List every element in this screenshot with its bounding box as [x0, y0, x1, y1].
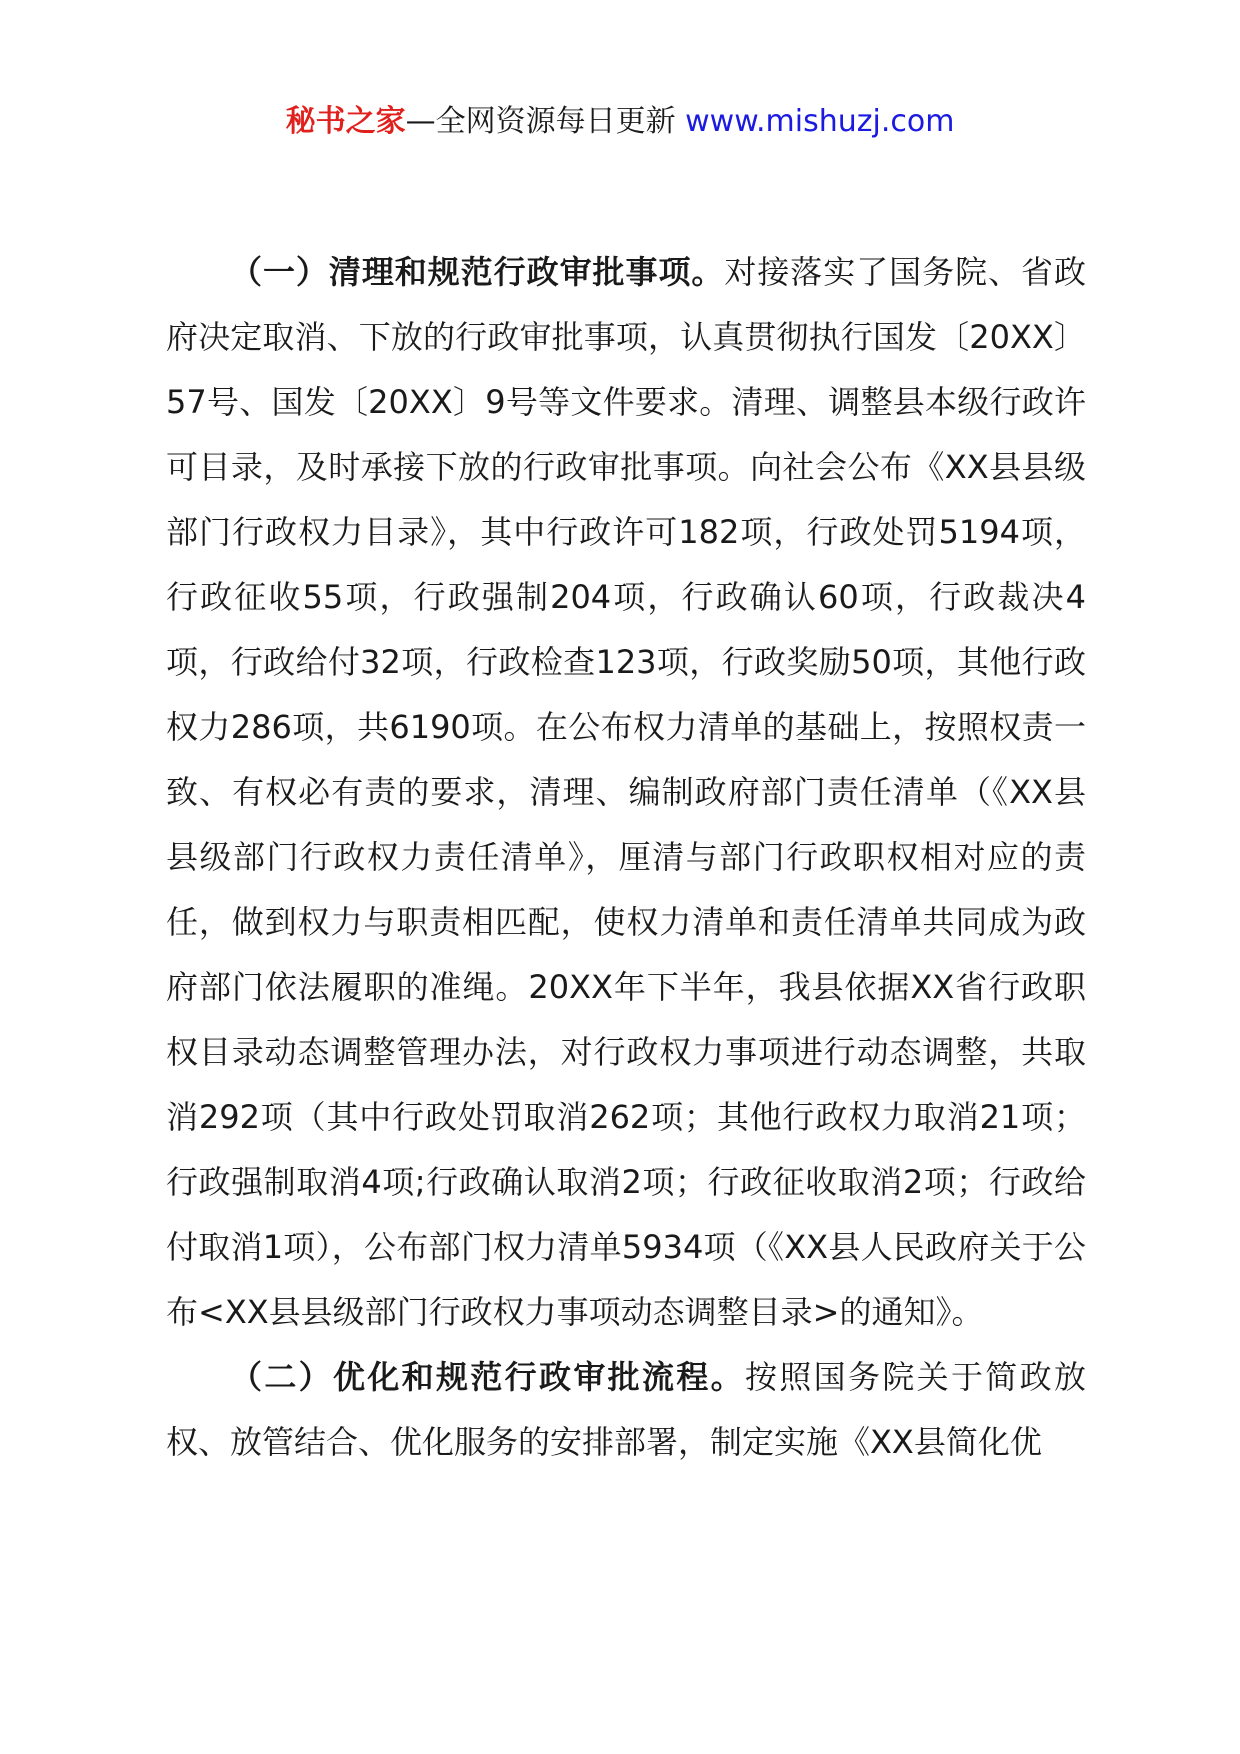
- document-body: [166, 240, 1086, 1475]
- paragraph-2-text: 按照国务院关于简政放权、放管结合、优化服务的安排部署，制定实施《XX县简化优: [166, 1358, 1086, 1461]
- paragraph-1-heading: （一）清理和规范行政审批事项。: [230, 253, 725, 291]
- site-url-link[interactable]: www.mishuzj.com: [685, 104, 955, 139]
- header-tagline: —全网资源每日更新: [405, 104, 676, 139]
- paragraph-2-heading: （二）优化和规范行政审批流程。: [230, 1358, 745, 1396]
- paragraph-1: [166, 240, 1086, 1345]
- paragraph-1-text: 对接落实了国务院、省政府决定取消、下放的行政审批事项，认真贯彻执行国发〔20XX〕57号、国发〔20XX〕9号等文件要求。清理、调整县本级行政许可目录，及时承接下放的行政审批事项。向社会公布《XX县县级部门行政权力目录》，其中行政许可182项，行政处罚5194项，行政征收55项，行政强制204项，行政确认60项，行政裁决4项，行政给付32项，行政检查123项，行政奖励50项，其他行政权力286项，共6190项。在公布权力清单的基础上，按照权责一致、有权必有责的要求，清理、编制政府部门责任清单（《XX县县级部门行政权力责任清单》，厘清与部门行政职权相对应的责任，做到权力与职责相匹配，使权力清单和责任清单共同成为政府部门依法履职的准绳。20XX年下半年，我县依据XX省行政职权目录动态调整管理办法，对行政权力事项进行动态调整，共取消292项（其中行政处罚取消262项；其他行政权力取消21项；行政强制取消4项;行政确认取消2项；行政征收取消2项；行政给付取消1项），公布部门权力清单5934项（《XX县人民政府关于公布<XX县县级部门行政权力事项动态调整目录>的通知》。: [166, 253, 1086, 1331]
- page-header: [0, 100, 1240, 144]
- brand-name: 秘书之家: [285, 104, 406, 139]
- paragraph-2: [166, 1345, 1086, 1475]
